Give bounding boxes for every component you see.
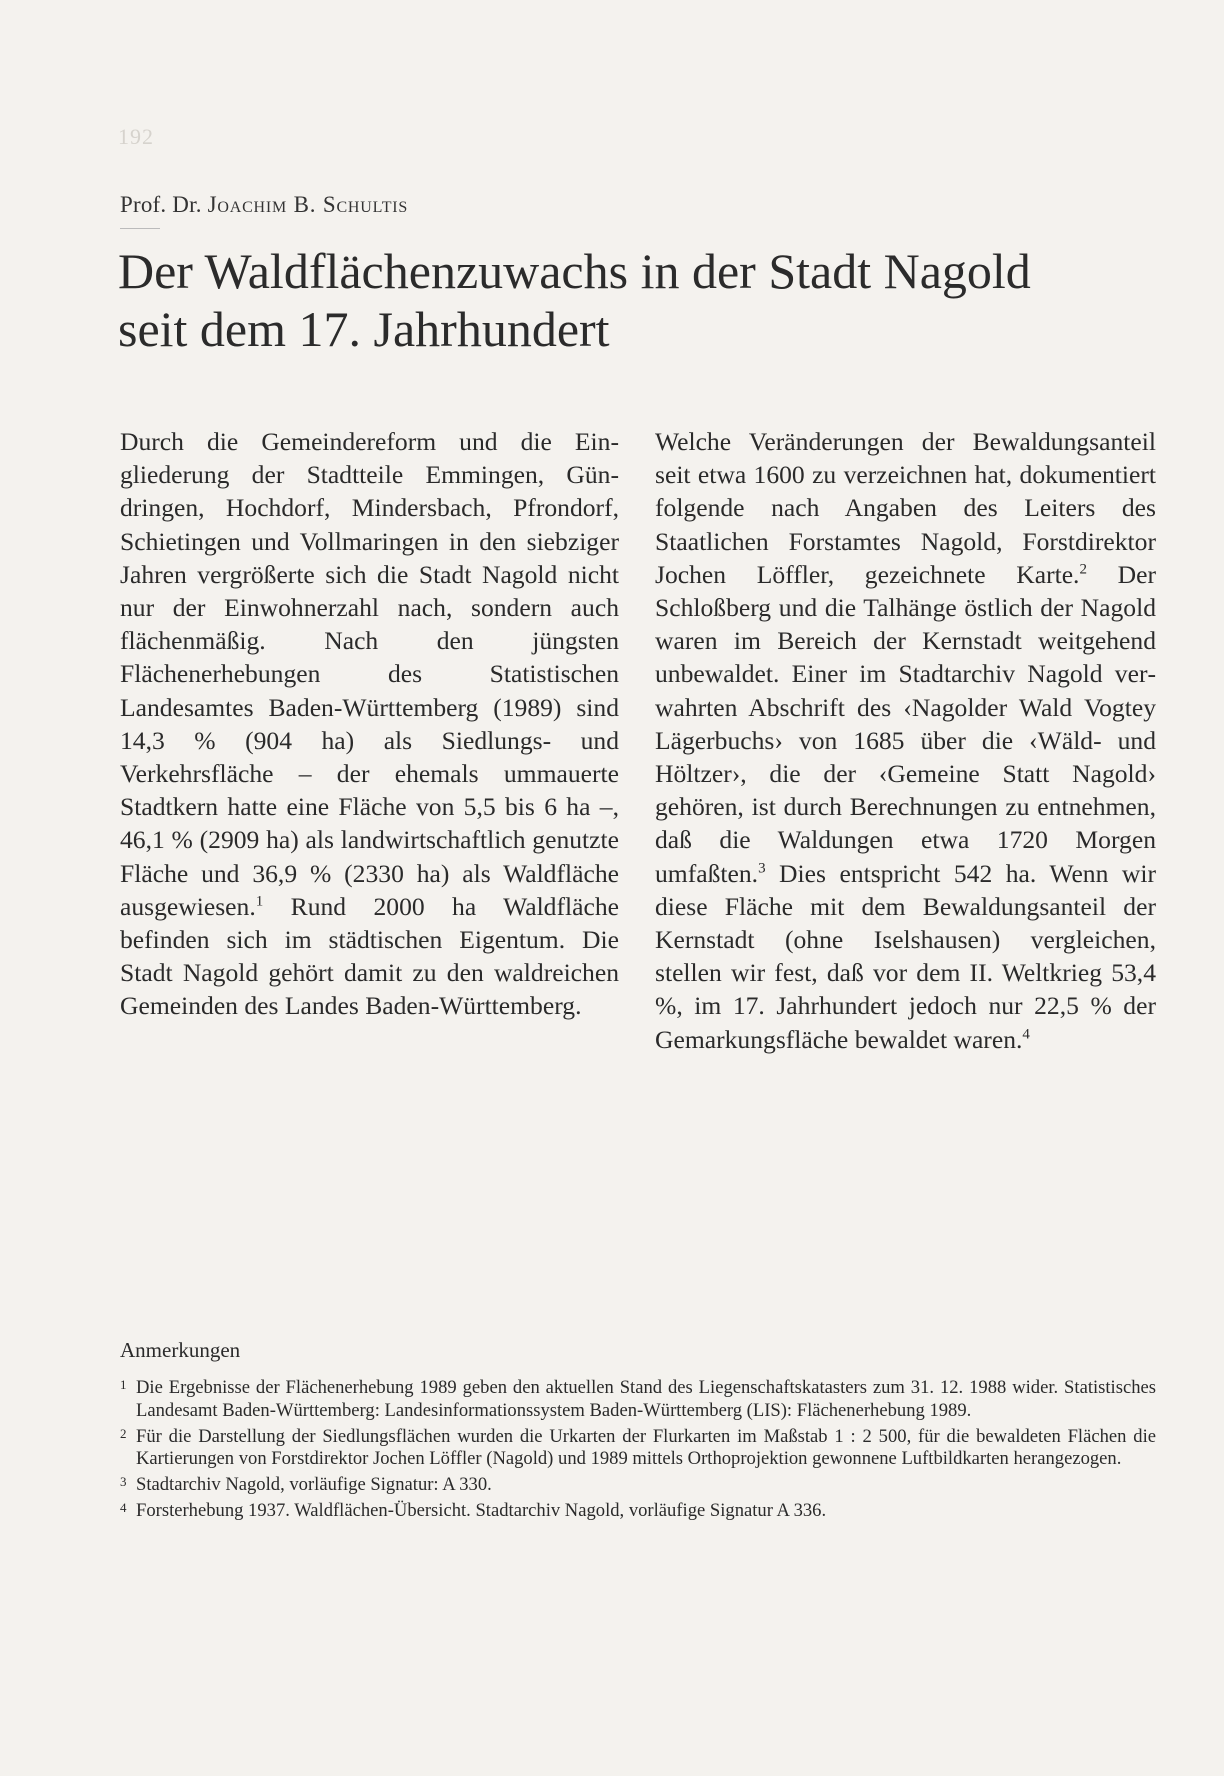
footnote-ref-1: 1	[255, 893, 264, 910]
left-paragraph-text-2: Rund 2000 ha Waldfläche befinden sich im städtischen Eigentum. Die Stadt Nagold gehört damit zu den waldreichen Gemeinden des Landes Baden-Württemberg.	[120, 891, 619, 1021]
footnote-text: Für die Darstellung der Siedlungsflächen wurden die Urkarten der Flurkarten im Maßstab 1 : 2 500, für die bewaldeten Flächen die Kartierungen von Forstdirektor Jochen Löffler (Nagold) und 1989 mittels Orthoprojektion gewonnene Luftbildkarten herangezogen.	[136, 1425, 1156, 1470]
footnote-ref-3: 3	[758, 860, 766, 877]
footnote-number: 2	[120, 1425, 127, 1441]
footnotes-list	[120, 1377, 1156, 1526]
title-line-1: Der Waldflächenzuwachs in der Stadt Nagold	[118, 243, 1031, 299]
footnote-ref-4: 4	[1022, 1026, 1030, 1043]
right-paragraph-text-2: Der Schloßberg und die Talhänge östlich der Nagold waren im Bereich der Kernstadt weitgehend unbewaldet. Einer im Stadtarchiv Nagold verwahrten Abschrift des ‹Nagolder Wald Vogtey Lägerbuchs› von 1685 über die ‹Wäld- und Höltzer›, die der ‹Gemeine Statt Nagold› gehören, ist durch Berechnungen zu entnehmen, daß die Waldungen etwa 1720 Morgen umfaßten.	[655, 559, 1157, 888]
author-line	[120, 192, 408, 218]
footnote	[120, 1377, 1156, 1423]
body-column-right	[655, 425, 1156, 1056]
footnote-text: Stadtarchiv Nagold, vorläufige Signatur: A 330.	[136, 1474, 492, 1496]
footnote	[120, 1500, 1156, 1523]
body-column-left	[120, 425, 619, 1023]
footnote-text: Forsterhebung 1937. Waldflächen-Übersicht. Stadtarchiv Nagold, vorläufige Signatur A 336.	[136, 1499, 827, 1521]
author-prefix: Prof. Dr.	[120, 192, 208, 217]
footnote-ref-2: 2	[1079, 561, 1087, 578]
article-title	[118, 242, 1118, 358]
title-line-2: seit dem 17. Jahrhundert	[118, 301, 610, 357]
right-paragraph-text-3: Dies entspricht 542 ha. Wenn wir diese Fläche mit dem Bewaldungsanteil der Kernstadt (ohne Iselshausen) vergleichen, stellen wir fest, daß vor dem II. Weltkrieg 53,4 %, im 17. Jahrhundert jedoch nur 22,5 % der Gemarkungsfläche bewaldet waren.	[655, 858, 1156, 1054]
footnote-number: 4	[120, 1499, 127, 1515]
left-paragraph-text-1: Durch die Gemeindereform und die Eingliederung der Stadtteile Emmingen, Gündringen, Hochdorf, Mindersbach, Pfrondorf, Schietingen und Vollmaringen in den siebziger Jahren vergrößerte sich die Stadt Nagold nicht nur der Einwohnerzahl nach, sondern auch flächenmäßig. Nach den jüngsten Flächenerhebungen des Statistischen Landesamtes Baden-Württemberg (1989) sind 14,3 % (904 ha) als Siedlungs- und Verkehrsfläche – der ehemals ummauerte Stadtkern hatte eine Fläche von 5,5 bis 6 ha –, 46,1 % (2909 ha) als landwirtschaftlich genutzte Fläche und 36,9 % (2330 ha) als Waldfläche ausgewiesen.	[120, 427, 619, 921]
footnote	[120, 1426, 1156, 1472]
right-paragraph-text-1: Welche Veränderungen der Bewaldungsanteil seit etwa 1600 zu verzeichnen hat, dokumentiert folgende nach Angaben des Leiters des Staatlichen Forstamtes Nagold, Forstdirektor Jochen Löffler, gezeichnete Karte.	[655, 427, 1156, 589]
footnote-text: Die Ergebnisse der Flächenerhebung 1989 geben den aktuellen Stand des Liegenschaftskatasters zum 31. 12. 1988 wider. Statistisches Landesamt Baden-Württemberg: Landesinformationssystem Baden-Württemberg (LIS): Flächenerhebung 1989.	[136, 1377, 1156, 1421]
divider	[120, 228, 160, 229]
footnote	[120, 1474, 1156, 1497]
page-number: 192	[118, 124, 154, 149]
notes-heading: Anmerkungen	[120, 1338, 241, 1362]
footnote-number: 1	[120, 1377, 127, 1392]
footnote-number: 3	[120, 1474, 127, 1490]
author-name: Joachim B. Schultis	[207, 192, 409, 217]
